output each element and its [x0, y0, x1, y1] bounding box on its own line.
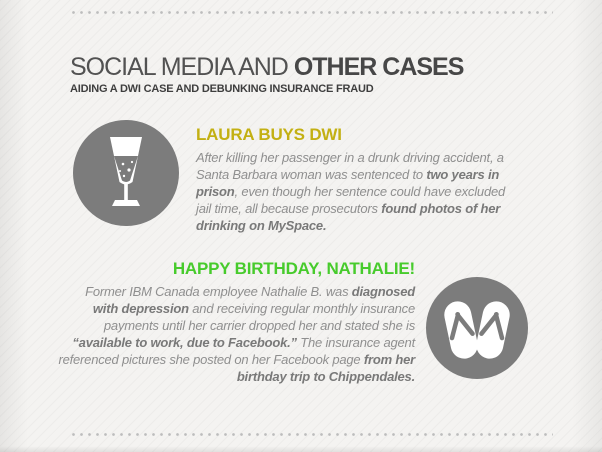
right-edge-shadow	[572, 0, 602, 452]
bottom-dotted-divider	[72, 433, 553, 436]
page-title	[70, 54, 463, 80]
page-subtitle: AIDING A DWI CASE AND DEBUNKING INSURANCE FRAUD	[70, 83, 374, 95]
flip-flops-icon-svg	[426, 277, 528, 379]
page-title-bold: OTHER CASES	[293, 53, 464, 81]
wine-glass-icon	[73, 120, 179, 226]
case-heading-nathalie: HAPPY BIRTHDAY, NATHALIE!	[172, 259, 415, 278]
bottom-edge-shadow	[0, 446, 602, 452]
section-header	[70, 54, 463, 95]
case-heading-laura: LAURA BUYS DWI	[196, 125, 342, 144]
page-title-regular: SOCIAL MEDIA AND	[70, 53, 294, 81]
case-laura-dwi	[196, 126, 522, 234]
case-nathalie	[58, 260, 415, 385]
top-dotted-divider	[72, 11, 553, 14]
case-body-nathalie: Former IBM Canada employee Nathalie B. was diagnosed with depression and receiving regular monthly insurance payments until her carrier dropped her and stated she is “available to work, due to Facebook.” The insurance agent referenced pictures she posted on her Facebook page from her birthday trip to Chippendales.	[58, 284, 415, 384]
left-edge-shadow	[0, 0, 28, 452]
flip-flops-icon	[426, 277, 528, 379]
wine-glass-icon-svg	[73, 120, 179, 226]
case-body-laura: After killing her passenger in a drunk driving accident, a Santa Barbara woman was sentenced to two years in prison, even though her sentence could have excluded jail time, all because prosecutors found photos of her drinking on MySpace.	[196, 150, 506, 233]
